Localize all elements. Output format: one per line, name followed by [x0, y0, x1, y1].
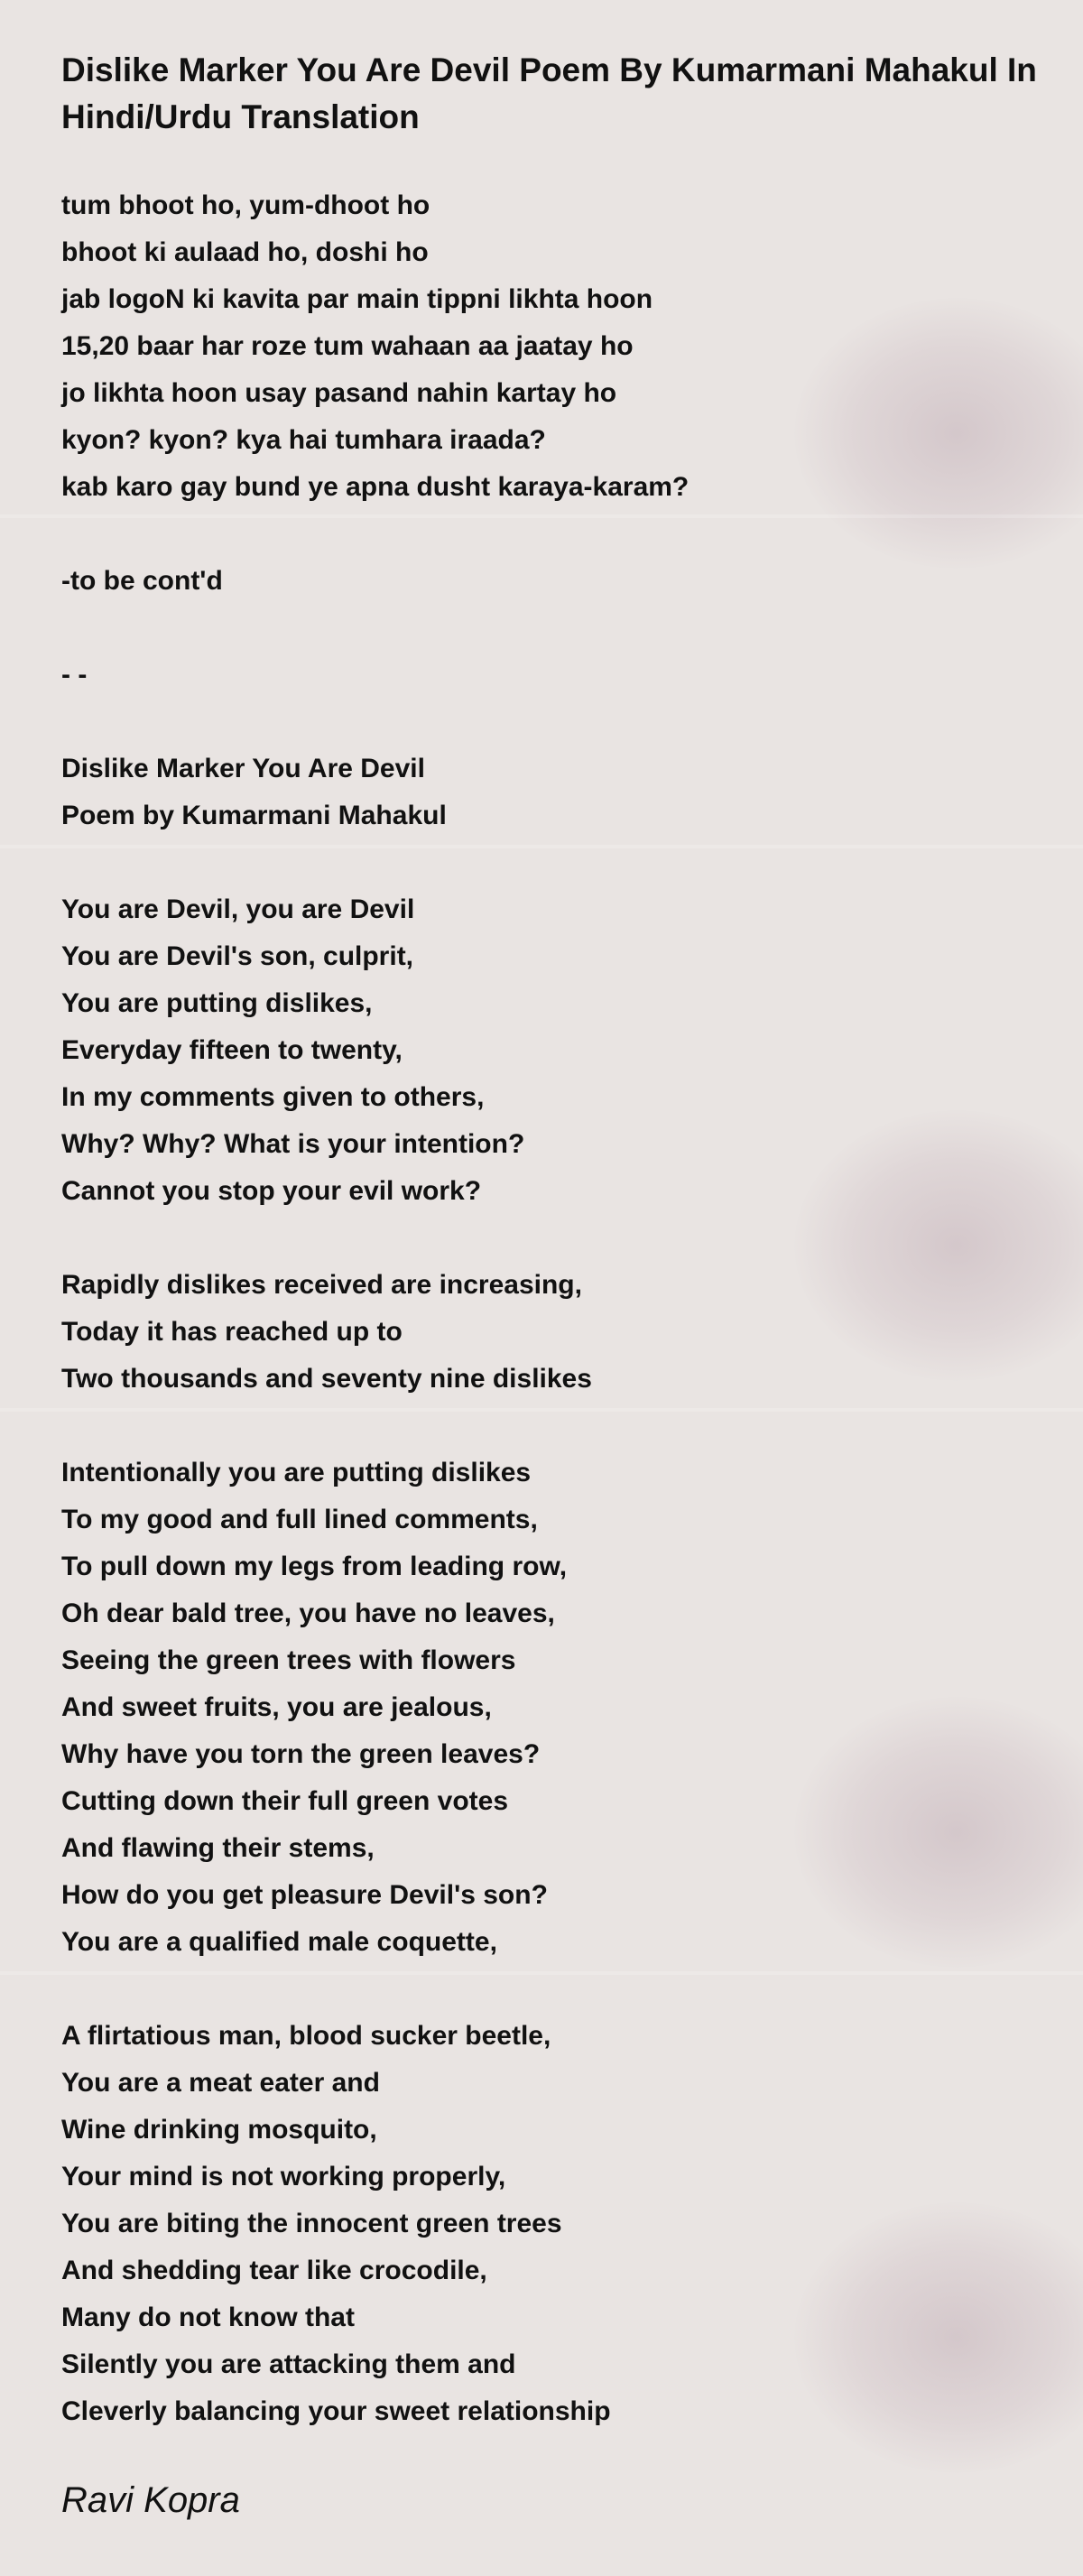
poem-body [61, 182, 1054, 2435]
poem-line: Two thousands and seventy nine dislikes [61, 1364, 592, 1394]
poem-line: Your mind is not working properly, [61, 2162, 506, 2191]
poem-line: You are biting the innocent green trees [61, 2209, 562, 2238]
poem-author: Ravi Kopra [61, 2480, 240, 2520]
poem-line: Oh dear bald tree, you have no leaves, [61, 1598, 555, 1628]
poem-line: jo likhta hoon usay pasand nahin kartay ho [61, 378, 617, 408]
stanza-break [61, 1966, 1054, 2013]
poem-line: Everyday fifteen to twenty, [61, 1035, 403, 1065]
stanza-break [61, 605, 1054, 652]
poem-line: Dislike Marker You Are Devil [61, 754, 425, 783]
stanza-break [61, 699, 1054, 746]
poem-line: You are Devil, you are Devil [61, 894, 415, 924]
poem-line: bhoot ki aulaad ho, doshi ho [61, 237, 429, 267]
poem-line: To my good and full lined comments, [61, 1505, 538, 1534]
poem-line: Cleverly balancing your sweet relationship [61, 2396, 611, 2426]
poem-line: How do you get pleasure Devil's son? [61, 1880, 548, 1910]
poem-line: In my comments given to others, [61, 1082, 485, 1112]
poem-line: - - [61, 660, 88, 690]
stanza-break [61, 1403, 1054, 1450]
poem-line: Rapidly dislikes received are increasing, [61, 1270, 582, 1300]
poem-line: To pull down my legs from leading row, [61, 1552, 568, 1581]
poem-line: You are putting dislikes, [61, 988, 373, 1018]
poem-line: Wine drinking mosquito, [61, 2115, 377, 2145]
stanza-break [61, 839, 1054, 886]
poem-line: And shedding tear like crocodile, [61, 2256, 487, 2285]
poem-line: And sweet fruits, you are jealous, [61, 1692, 492, 1722]
poem-line: jab logoN ki kavita par main tippni likhta hoon [61, 284, 653, 314]
poem-line: And flawing their stems, [61, 1833, 375, 1863]
poem-line: kab karo gay bund ye apna dusht karaya-karam? [61, 472, 690, 502]
poem-line: Why have you torn the green leaves? [61, 1739, 541, 1769]
poem-title: Dislike Marker You Are Devil Poem By Kumarmani Mahakul In Hindi/Urdu Translation [61, 51, 1037, 135]
poem-line: You are a meat eater and [61, 2068, 380, 2098]
stanza-break [61, 511, 1054, 558]
poem-line: Today it has reached up to [61, 1317, 403, 1347]
poem-line: Poem by Kumarmani Mahakul [61, 801, 447, 830]
poem-line: Many do not know that [61, 2303, 355, 2332]
stanza-break [61, 1215, 1054, 1262]
poem-line: tum bhoot ho, yum-dhoot ho [61, 190, 430, 220]
poem-line: Cannot you stop your evil work? [61, 1176, 482, 1206]
poem-line: Why? Why? What is your intention? [61, 1129, 525, 1159]
poem-line: -to be cont'd [61, 566, 223, 596]
poem-line: Cutting down their full green votes [61, 1786, 508, 1816]
poem-line: Seeing the green trees with flowers [61, 1645, 516, 1675]
poem-line: 15,20 baar har roze tum wahaan aa jaatay ho [61, 331, 634, 361]
poem-line: You are Devil's son, culprit, [61, 941, 414, 971]
poem-line: kyon? kyon? kya hai tumhara iraada? [61, 425, 546, 455]
poem-line: A flirtatious man, blood sucker beetle, [61, 2021, 551, 2051]
poem-line: Intentionally you are putting dislikes [61, 1458, 532, 1487]
poem-line: Silently you are attacking them and [61, 2349, 516, 2379]
poem-line: You are a qualified male coquette, [61, 1927, 497, 1957]
